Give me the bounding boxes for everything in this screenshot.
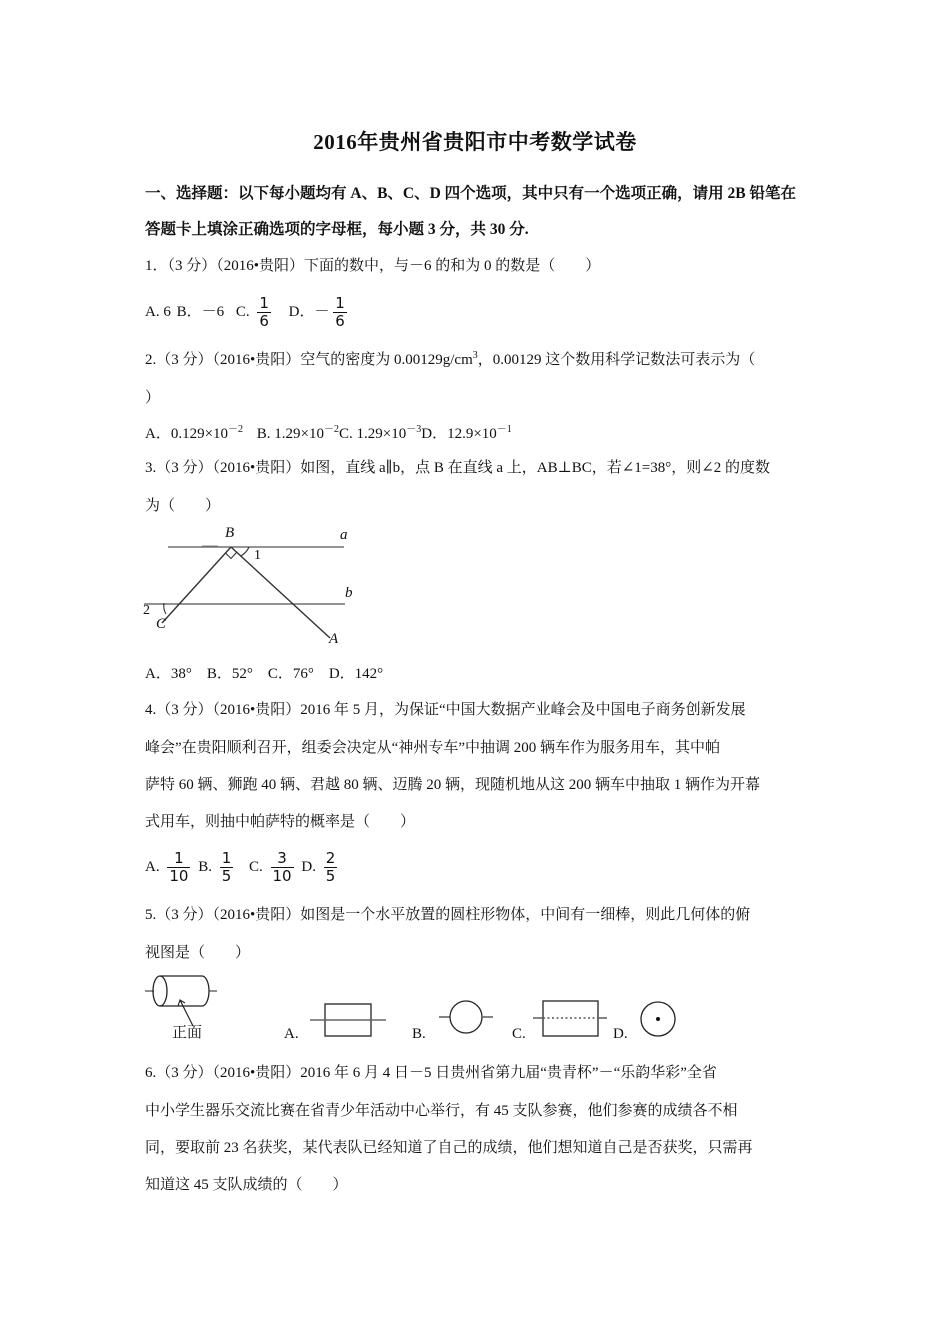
label-line-b: b bbox=[345, 585, 353, 601]
question-4-stem-line-1: 4.（3 分）（2016•贵阳）2016 年 5 月，为保证“中国大数据产业峰会及中国电子商务创新发展 bbox=[145, 702, 746, 718]
denominator: 5 bbox=[221, 867, 232, 886]
numerator: 3 bbox=[277, 849, 287, 868]
question-3-figure bbox=[140, 525, 370, 650]
denominator: 10 bbox=[272, 867, 292, 886]
q4-option-a-fraction bbox=[167, 850, 190, 885]
q2-stem-text: 2.（3 分）（2016•贵阳）空气的密度为 0.00129g/cm bbox=[145, 352, 473, 368]
denominator: 10 bbox=[169, 867, 189, 886]
q2-stem-text-2: ，0.00129 这个数用科学记数法可表示为（ bbox=[477, 352, 756, 368]
numerator: 1 bbox=[221, 849, 232, 868]
question-3-stem-line-1: 3.（3 分）（2016•贵阳）如图，直线 a∥b，点 B 在直线 a 上，AB⊥BC，若∠1=38°，则∠2 的度数 bbox=[145, 460, 771, 476]
q4-option-b-fraction bbox=[220, 850, 234, 885]
rectangle-solid-line-icon bbox=[310, 1003, 390, 1039]
q2-option-c: C. 1.29×10 bbox=[339, 426, 407, 442]
q1-option-c-fraction bbox=[257, 295, 271, 330]
question-6-stem-line-4: 知道这 45 支队成绩的（ ） bbox=[145, 1177, 348, 1193]
q5-option-b-label: B. bbox=[412, 1026, 426, 1042]
q1-option-c-label: C. bbox=[235, 304, 250, 320]
q2-option-b: B. 1.29×10 bbox=[256, 426, 325, 442]
question-2-stem-line-2: ） bbox=[145, 390, 161, 406]
q5-option-a-label: A. bbox=[284, 1026, 299, 1042]
q1-option-d-fraction bbox=[333, 295, 347, 330]
q2-superscript: 3 bbox=[472, 350, 478, 361]
q1-option-a: A. 6 bbox=[145, 304, 171, 320]
label-line-a: a bbox=[340, 527, 348, 543]
denominator: 5 bbox=[325, 867, 336, 886]
front-label: 正面 bbox=[172, 1023, 203, 1041]
circle-with-line-icon bbox=[438, 1000, 498, 1038]
question-5-cylinder-figure bbox=[140, 968, 250, 1043]
q2-option-b-exp: －2 bbox=[324, 424, 340, 435]
q2-option-a-exp: －2 bbox=[228, 424, 244, 435]
q4-option-b-label: B. bbox=[198, 859, 212, 875]
label-angle-2: 2 bbox=[143, 603, 150, 618]
question-2-stem-line-1 bbox=[145, 350, 810, 370]
question-3-options: A．38° B．52° C．76° D．142° bbox=[145, 666, 384, 682]
rectangle-dotted-line-icon bbox=[533, 1000, 613, 1040]
denominator: 6 bbox=[335, 312, 345, 331]
numerator: 1 bbox=[174, 849, 184, 868]
section-heading-line-2: 答题卡上填涂正确选项的字母框，每小题 3 分，共 30 分. bbox=[145, 221, 529, 238]
question-4-stem-line-2: 峰会”在贵阳顺利召开，组委会决定从“神州专车”中抽调 200 辆车作为服务用车，其中帕 bbox=[145, 740, 720, 756]
page-title: 2016年贵州省贵阳市中考数学试卷 bbox=[313, 130, 637, 154]
q2-option-a: A．0.129×10 bbox=[145, 426, 229, 442]
q2-option-c-exp: －3 bbox=[406, 424, 422, 435]
label-angle-1: 1 bbox=[254, 548, 261, 563]
section-heading-line-1: 一、选择题：以下每小题均有 A、B、C、D 四个选项，其中只有一个选项正确，请用 2B 铅笔在 bbox=[145, 185, 797, 202]
numerator: 1 bbox=[335, 294, 345, 313]
q1-option-d-label: D．－ bbox=[288, 304, 330, 320]
question-6-stem-line-1: 6.（3 分）（2016•贵阳）2016 年 6 月 4 日－5 日贵州省第九届“贵青杯”－“乐韵华彩”全省 bbox=[145, 1065, 717, 1081]
question-4-stem-line-4: 式用车，则抽中帕萨特的概率是（ ） bbox=[145, 814, 416, 830]
q1-option-b: B．－6 bbox=[176, 304, 225, 320]
q5-option-c-label: C. bbox=[512, 1026, 526, 1042]
question-2-options bbox=[145, 424, 810, 444]
label-b-point: B bbox=[225, 525, 235, 541]
q2-option-d: D．12.9×10 bbox=[421, 426, 497, 442]
question-5-stem-line-2: 视图是（ ） bbox=[145, 945, 251, 961]
question-3-stem-line-2: 为（ ） bbox=[145, 498, 221, 514]
question-5-stem-line-1: 5.（3 分）（2016•贵阳）如图是一个水平放置的圆柱形物体，中间有一细棒，则此几何体的俯 bbox=[145, 907, 751, 923]
question-4-stem-line-3: 萨特 60 辆、狮跑 40 辆、君越 80 辆、迈腾 20 辆，现随机地从这 200 辆车中抽取 1 辆作为开幕 bbox=[145, 777, 761, 793]
q5-option-d-label: D. bbox=[613, 1026, 628, 1042]
denominator: 6 bbox=[259, 312, 269, 331]
q4-option-d-label: D. bbox=[301, 859, 316, 875]
q4-option-a-label: A. bbox=[145, 859, 160, 875]
numerator: 2 bbox=[325, 849, 336, 868]
question-6-stem-line-2: 中小学生器乐交流比赛在省青少年活动中心举行，有 45 支队参赛，他们参赛的成绩各不相 bbox=[145, 1103, 738, 1119]
q4-option-d-fraction bbox=[324, 850, 338, 885]
numerator: 1 bbox=[259, 294, 269, 313]
q4-option-c-label: C. bbox=[249, 859, 263, 875]
question-4-options bbox=[145, 849, 810, 885]
question-6-stem-line-3: 同，要取前 23 名获奖，某代表队已经知道了自己的成绩，他们想知道自己是否获奖，只需再 bbox=[145, 1140, 753, 1156]
question-1-options bbox=[145, 294, 810, 330]
q4-option-c-fraction bbox=[271, 850, 294, 885]
circle-with-dot-icon bbox=[638, 1001, 678, 1041]
label-a-point: A bbox=[329, 631, 339, 647]
label-c-point: C bbox=[156, 616, 167, 632]
question-1-stem: 1．（3 分）（2016•贵阳）下面的数中，与－6 的和为 0 的数是（ ） bbox=[145, 258, 601, 274]
q2-option-d-exp: －1 bbox=[496, 424, 512, 435]
